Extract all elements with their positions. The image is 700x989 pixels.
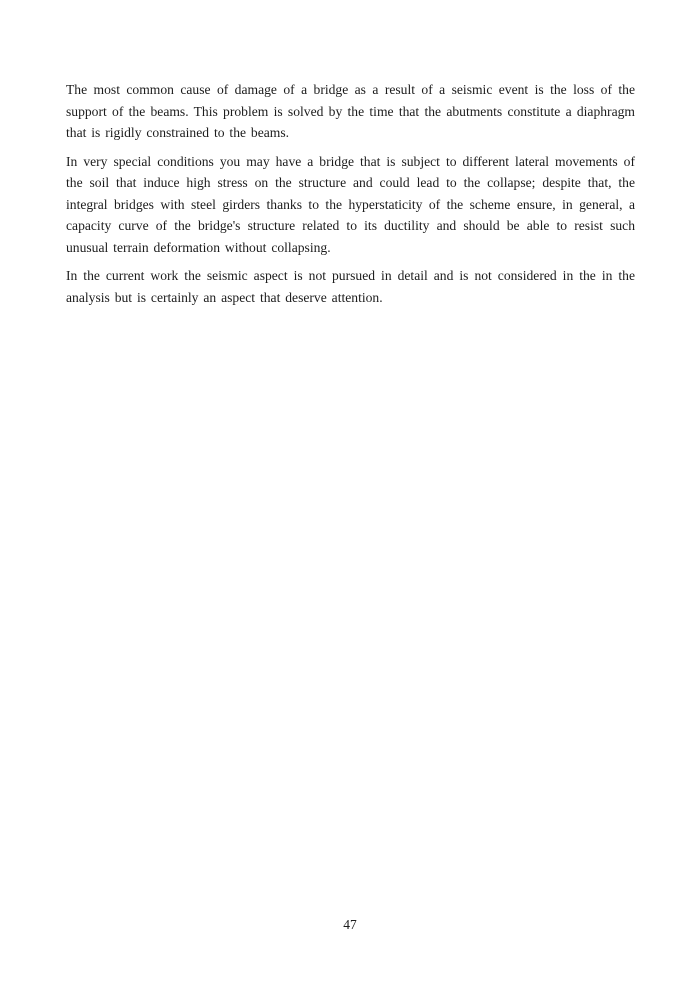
page-number: 47 <box>343 917 357 932</box>
page-body <box>66 79 635 308</box>
page-footer <box>0 914 700 935</box>
paragraph-current-work: In the current work the seismic aspect is not pursued in detail and is not considered in the in the analysis but is certainly an aspect that deserve attention. <box>66 268 635 305</box>
paragraph-special-conditions: In very special conditions you may have a bridge that is subject to different lateral movements of the soil that induce high stress on the structure and could lead to the collapse; despite that, the integral bridges with steel girders thanks to the hyperstaticity of the scheme ensure, in general, a capacity curve of the bridge's structure related to its ductility and should be able to resist such unusual terrain deformation without collapsing. <box>66 153 635 255</box>
paragraph-seismic-damage: The most common cause of damage of a bridge as a result of a seismic event is the loss of the support of the beams. This problem is solved by the time that the abutments constitute a diaphragm that is rigidly constrained to the beams. <box>66 82 635 140</box>
